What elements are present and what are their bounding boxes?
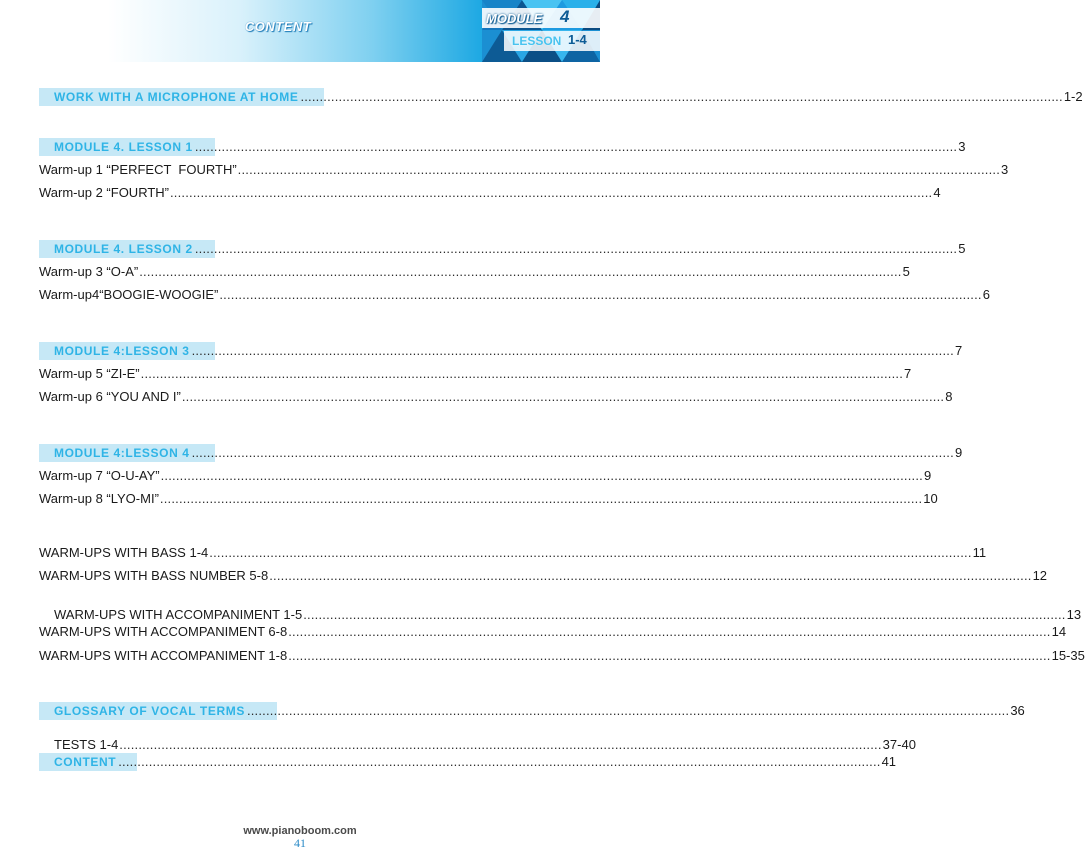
toc-entry-label: Warm-up 8 “LYO-MI” bbox=[39, 491, 159, 506]
dot-leader: ........................................................................................................................................................................................................ bbox=[191, 445, 954, 460]
toc-entry-label: WARM-UPS WITH ACCOMPANIMENT 1-5 bbox=[54, 607, 303, 622]
toc-entry-label: Warm-up 5 “ZI-E” bbox=[39, 366, 140, 381]
dot-leader: ........................................................................................................................................................................................................ bbox=[159, 491, 923, 506]
toc-entry-page: 5 bbox=[902, 264, 910, 279]
triangle-pattern-icon bbox=[482, 0, 600, 62]
toc-entry-lesson-2[interactable] bbox=[39, 241, 966, 261]
toc-entry-page: 3 bbox=[1001, 162, 1009, 177]
toc-entry-warmup-8[interactable] bbox=[39, 491, 938, 511]
toc-entry-page: 6 bbox=[982, 287, 990, 302]
toc-entry-page: 9 bbox=[954, 445, 963, 460]
toc-entry-label: Warm-up 7 “O-U-AY” bbox=[39, 468, 160, 483]
toc-entry-bass-5-8[interactable] bbox=[39, 568, 1048, 588]
toc-entry-content[interactable] bbox=[39, 754, 897, 774]
toc-entry-warmup-3[interactable] bbox=[39, 264, 910, 284]
toc-entry-label: WARM-UPS WITH ACCOMPANIMENT 6-8 bbox=[39, 624, 288, 639]
toc-entry-page: 37-40 bbox=[882, 737, 916, 752]
lesson-range: 1-4 bbox=[568, 32, 587, 47]
toc-entry-label: Warm-up 6 “YOU AND I” bbox=[39, 389, 181, 404]
toc-entry-page: 11 bbox=[972, 545, 987, 560]
toc-entry-label: WARM-UPS WITH BASS 1-4 bbox=[39, 545, 209, 560]
toc-entry-page: 9 bbox=[924, 468, 932, 483]
dot-leader: ........................................................................................................................................................................................................ bbox=[170, 185, 933, 200]
toc-entry-page: 5 bbox=[958, 241, 966, 256]
toc-entry-label: WORK WITH A MICROPHONE AT HOME bbox=[54, 90, 299, 104]
toc-entry-warmup-5[interactable] bbox=[39, 366, 912, 386]
toc-entry-label: Warm-up4“BOOGIE-WOOGIE” bbox=[39, 287, 219, 302]
toc-entry-warmup-7[interactable] bbox=[39, 468, 932, 488]
toc-entry-page: 4 bbox=[933, 185, 941, 200]
toc-entry-label: MODULE 4. LESSON 2 bbox=[54, 242, 193, 256]
dot-leader: ........................................................................................................................................................................................................ bbox=[140, 366, 904, 381]
toc-entry-page: 1-2 bbox=[1063, 89, 1083, 104]
dot-leader: ........................................................................................................................................................................................................ bbox=[288, 624, 1051, 639]
toc-entry-label: MODULE 4:LESSON 3 bbox=[54, 344, 190, 358]
module-badge bbox=[482, 0, 600, 62]
dot-leader: ........................................................................................................................................................................................................ bbox=[194, 139, 958, 154]
dot-leader: ........................................................................................................................................................................................................ bbox=[209, 545, 972, 560]
toc-entry-page: 10 bbox=[923, 491, 938, 506]
header-title: CONTENT bbox=[244, 19, 312, 34]
page-number: 41 bbox=[294, 836, 306, 850]
dot-leader: ........................................................................................................................................................................................................ bbox=[160, 468, 923, 483]
toc-entry-warmup-2[interactable] bbox=[39, 185, 941, 205]
toc-entry-accompaniment-6-8[interactable] bbox=[39, 624, 1067, 644]
toc-entry-page: 12 bbox=[1032, 568, 1048, 583]
dot-leader: ........................................................................................................................................................................................................ bbox=[269, 568, 1032, 583]
dot-leader: ........................................................................................................................................................................................................ bbox=[119, 737, 882, 752]
dot-leader: ........................................................................................................................................................................................................ bbox=[219, 287, 982, 302]
dot-leader: ........................................................................................................................................................................................................ bbox=[118, 754, 881, 769]
toc-entry-lesson-3[interactable] bbox=[39, 343, 963, 363]
toc-entry-page: 7 bbox=[954, 343, 963, 358]
toc-entry-microphone[interactable] bbox=[39, 89, 1083, 109]
dot-leader: ........................................................................................................................................................................................................ bbox=[288, 648, 1051, 663]
dot-leader: ........................................................................................................................................................................................................ bbox=[191, 343, 954, 358]
toc-entry-label: MODULE 4. LESSON 1 bbox=[54, 140, 193, 154]
toc-entry-bass-1-4[interactable] bbox=[39, 545, 987, 565]
toc-entry-lesson-1[interactable] bbox=[39, 139, 966, 159]
toc-entry-label: Warm-up 1 “PERFECT FOURTH” bbox=[39, 162, 237, 177]
toc-entry-accompaniment-1-8[interactable] bbox=[39, 648, 1085, 668]
dot-leader: ........................................................................................................................................................................................................ bbox=[246, 703, 1010, 718]
toc-entry-page: 13 bbox=[1066, 607, 1082, 622]
toc-entry-page: 3 bbox=[958, 139, 966, 154]
toc-entry-label: GLOSSARY OF VOCAL TERMS bbox=[54, 704, 245, 718]
toc-entry-page: 41 bbox=[881, 754, 897, 769]
dot-leader: ........................................................................................................................................................................................................ bbox=[237, 162, 1001, 177]
toc-entry-page: 36 bbox=[1010, 703, 1025, 718]
toc-entry-page: 7 bbox=[904, 366, 912, 381]
toc-entry-label: WARM-UPS WITH BASS NUMBER 5-8 bbox=[39, 568, 269, 583]
toc-entry-label: WARM-UPS WITH ACCOMPANIMENT 1-8 bbox=[39, 648, 288, 663]
toc-entry-warmup-1[interactable] bbox=[39, 162, 1009, 182]
toc-entry-label: TESTS 1-4 bbox=[54, 737, 119, 752]
toc-entry-glossary[interactable] bbox=[39, 703, 1025, 723]
module-label: MODULE bbox=[486, 11, 543, 26]
toc-entry-label: CONTENT bbox=[54, 755, 117, 769]
toc-entry-lesson-4[interactable] bbox=[39, 445, 963, 465]
toc-entry-page: 15-35 bbox=[1051, 648, 1085, 663]
toc-entry-warmup-4[interactable] bbox=[39, 287, 990, 307]
dot-leader: ........................................................................................................................................................................................................ bbox=[303, 607, 1066, 622]
dot-leader: ........................................................................................................................................................................................................ bbox=[139, 264, 902, 279]
footer-website: www.pianoboom.com bbox=[243, 825, 357, 837]
page-header bbox=[0, 0, 600, 62]
toc-entry-warmup-6[interactable] bbox=[39, 389, 953, 409]
toc-entry-page: 14 bbox=[1051, 624, 1067, 639]
module-number: 4 bbox=[560, 7, 570, 26]
toc-entry-page: 8 bbox=[945, 389, 953, 404]
toc-entry-label: Warm-up 2 “FOURTH” bbox=[39, 185, 169, 200]
toc-entry-label: Warm-up 3 “O-A” bbox=[39, 264, 139, 279]
dot-leader: ........................................................................................................................................................................................................ bbox=[181, 389, 945, 404]
lesson-label: LESSON bbox=[512, 34, 562, 48]
toc-entry-label: MODULE 4:LESSON 4 bbox=[54, 446, 190, 460]
dot-leader: ........................................................................................................................................................................................................ bbox=[300, 89, 1063, 104]
dot-leader: ........................................................................................................................................................................................................ bbox=[194, 241, 958, 256]
